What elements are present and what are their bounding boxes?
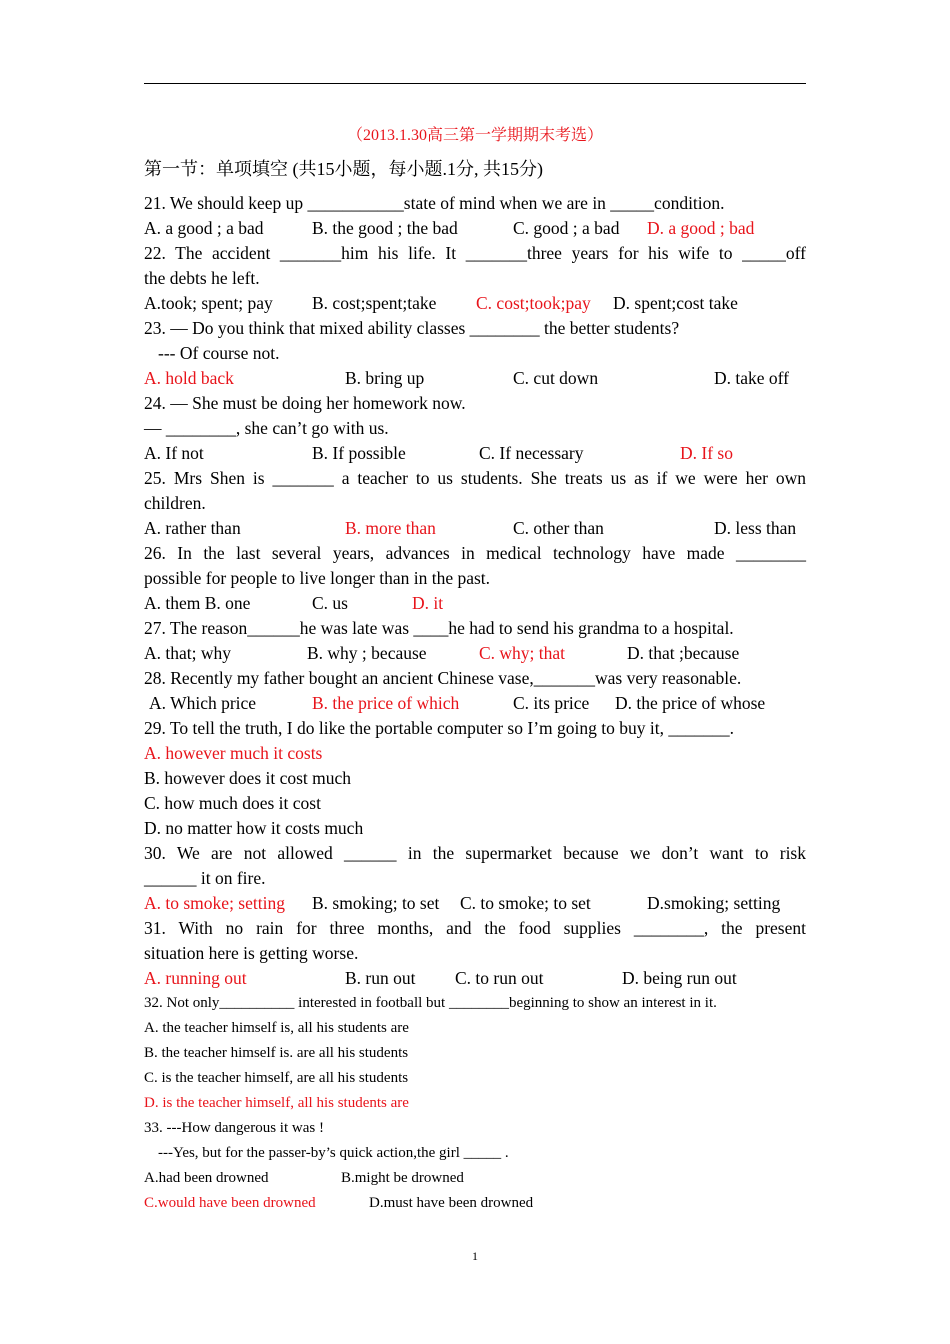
option: C. other than	[513, 518, 604, 538]
option: D.must have been drowned	[369, 1195, 534, 1211]
option: C. If necessary	[479, 443, 584, 463]
option: A. rather than	[144, 518, 241, 538]
question-stem: 30. We are not allowed ______ in the supermarket because we don’t want to risk	[144, 843, 806, 863]
option: C. is the teacher himself, are all his students	[144, 1070, 409, 1086]
option: C. us	[312, 593, 348, 613]
correct-option: A. hold back	[144, 368, 234, 388]
option: B.might be drowned	[341, 1170, 464, 1186]
option: A. If not	[144, 443, 204, 463]
question-stem-cont: situation here is getting worse.	[144, 943, 359, 963]
question-stem: 31. With no rain for three months, and the food supplies ________, the present	[144, 918, 806, 938]
correct-option: C. cost;took;pay	[476, 293, 591, 313]
page-number: 1	[472, 1249, 478, 1263]
question-stem: 23. — Do you think that mixed ability classes ________ the better students?	[144, 318, 680, 338]
option: D. the price of whose	[615, 693, 766, 713]
question-stem: 33. ---How dangerous it was !	[144, 1120, 324, 1136]
option: D. being run out	[622, 968, 737, 988]
option: B. bring up	[345, 368, 425, 388]
option: B. cost;spent;take	[312, 293, 437, 313]
option: A.had been drowned	[144, 1170, 269, 1186]
option: B. however does it cost much	[144, 768, 352, 788]
correct-option: C.would have been drowned	[144, 1195, 316, 1211]
option: A. the teacher himself is, all his students are	[144, 1020, 409, 1036]
option: B. smoking; to set	[312, 893, 440, 913]
option: C. cut down	[513, 368, 599, 388]
correct-option: A. running out	[144, 968, 247, 988]
exam-subtitle: （2013.1.30高三第一学期期末考选）	[346, 127, 603, 144]
question-stem-cont: the debts he left.	[144, 268, 260, 288]
option: C. good ; a bad	[513, 218, 620, 238]
option: C. its price	[513, 693, 590, 713]
option: C. to run out	[455, 968, 544, 988]
correct-option: D. If so	[680, 443, 733, 463]
option: A. a good ; a bad	[144, 218, 264, 238]
question-stem: 26. In the last several years, advances in medical technology have made ________	[144, 543, 806, 563]
option: D.smoking; setting	[647, 893, 781, 913]
option: B. the teacher himself is. are all his students	[144, 1045, 409, 1061]
question-stem: 29. To tell the truth, I do like the portable computer so I’m going to buy it, _______.	[144, 718, 734, 738]
correct-option: B. more than	[345, 518, 436, 538]
correct-option: A. to smoke; setting	[144, 893, 285, 913]
option: D. no matter how it costs much	[144, 818, 364, 838]
option: D. less than	[714, 518, 797, 538]
correct-option: A. however much it costs	[144, 743, 323, 763]
question-stem-cont: children.	[144, 493, 206, 513]
header-rule	[144, 83, 806, 84]
question-stem-cont: — ________, she can’t go with us.	[144, 418, 389, 438]
section-title: 第一节：单项填空 (共15小题，每小题.1分, 共15分)	[144, 159, 543, 179]
question-stem-cont: ---Yes, but for the passer-by’s quick action,the girl _____ .	[158, 1145, 509, 1161]
question-stem: 28. Recently my father bought an ancient Chinese vase,_______was very reasonable.	[144, 668, 742, 688]
question-stem: 27. The reason______he was late was ____he had to send his grandma to a hospital.	[144, 618, 734, 638]
question-stem: 25. Mrs Shen is _______ a teacher to us students. She treats us as if we were her own	[144, 468, 806, 488]
option: B. If possible	[312, 443, 406, 463]
question-stem: 24. — She must be doing her homework now.	[144, 393, 466, 413]
correct-option: B. the price of which	[312, 693, 460, 713]
option: C. how much does it cost	[144, 793, 321, 813]
question-stem-cont: ______ it on fire.	[144, 868, 266, 888]
question-stem: 32. Not only__________ interested in football but ________beginning to show an interest in it.	[144, 995, 717, 1011]
option: B. run out	[345, 968, 416, 988]
question-stem: 21. We should keep up ___________state of mind when we are in _____condition.	[144, 193, 725, 213]
option: D. that ;because	[627, 643, 740, 663]
option: A. Which price	[149, 693, 257, 713]
correct-option: C. why; that	[479, 643, 566, 663]
question-stem-cont: possible for people to live longer than in the past.	[144, 568, 491, 588]
correct-option: D. a good ; bad	[647, 218, 755, 238]
question-stem-cont: --- Of course not.	[158, 343, 280, 363]
question-stem: 22. The accident _______him his life. It _______three years for his wife to _____off	[144, 243, 806, 263]
correct-option: D. is the teacher himself, all his students are	[144, 1095, 409, 1111]
option: A.took; spent; pay	[144, 293, 273, 313]
correct-option: D. it	[412, 593, 444, 613]
option: D. spent;cost take	[613, 293, 738, 313]
option: A. that; why	[144, 643, 232, 663]
option: A. them B. one	[144, 593, 251, 613]
option: C. to smoke; to set	[460, 893, 591, 913]
option: D. take off	[714, 368, 789, 388]
option: B. the good ; the bad	[312, 218, 458, 238]
option: B. why ; because	[307, 643, 427, 663]
